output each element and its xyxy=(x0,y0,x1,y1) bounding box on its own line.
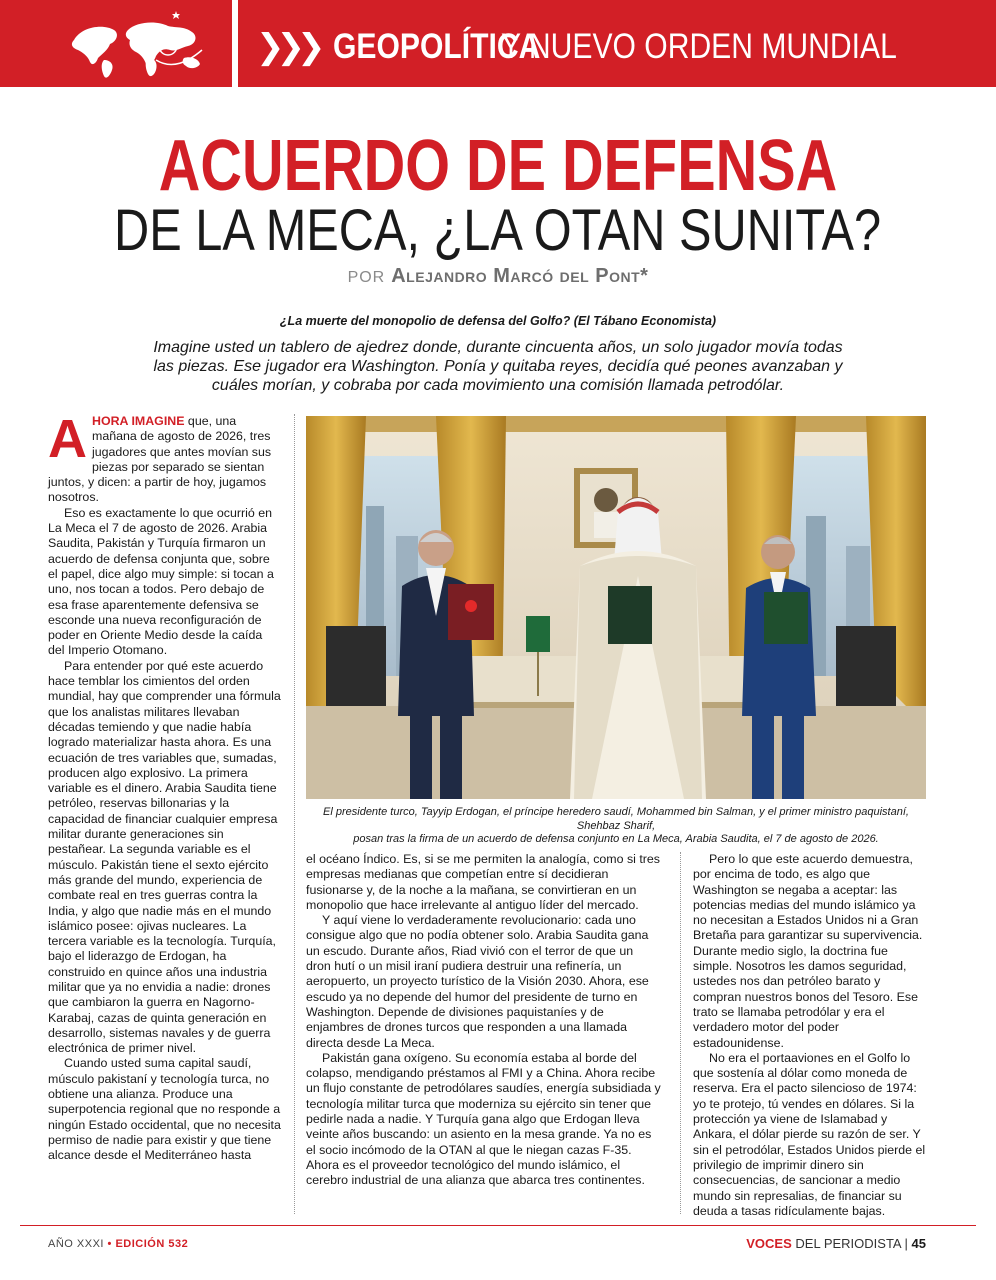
headline-line2: DE LA MECA, ¿LA OTAN SUNITA? xyxy=(114,198,882,263)
section-title-rest: Y NUEVO ORDEN MUNDIAL xyxy=(500,27,897,66)
author-name: Alejandro Marcó del Pont* xyxy=(391,265,649,287)
column-divider xyxy=(294,414,295,1214)
paragraph-2: Eso es exactamente lo que ocurrió en La Meca el 7 de agosto de 2026. Arabia Saudita, Pakistán y Turquía firmaron un acuerdo de defensa conjunta que, sobre el papel, dice algo muy simple: si tocan a uno, nos tocan a todos. Pero debajo de esa frase aparentemente defensiva se esconde una nueva reconfiguración de poder en Oriente Medio desde la caída del Imperio Otomano. xyxy=(48,505,274,658)
footer-edition-number: EDICIÓN 532 xyxy=(115,1238,189,1250)
signing-ceremony-photo xyxy=(306,416,926,799)
intro-paragraph: Imagine usted un tablero de ajedrez donde, durante cincuenta años, un solo jugador movía todas las piezas. Ese jugador era Washington. Ponía y quitaba reyes, decidía qué peones avanzaban y cuáles morían, y cobraba por cada movimiento una comisión llamada petrodólar. xyxy=(153,339,843,394)
paragraph-5: Y aquí viene lo verdaderamente revolucionario: cada uno consigue algo que no podía obtener solo. Arabia Saudita gana un escudo. Durante años, Riad vivió con el terror de que un dron hutí o un misil iraní pudiera destruir una refinería, un aeropuerto, un proyecto turístico de la Visión 2030. Ahora, ese escudo ya no depende del humor del presidente de turno en Washington. Depende de divisiones paquistaníes y de enjambres de drones turcos que responden a una llamada directa desde La Meca. xyxy=(306,913,649,1050)
photo-caption: El presidente turco, Tayyip Erdogan, el príncipe heredero saudí, Mohammed bin Salman, y el primer ministro paquistaní, Shehbaz Sharif, posan tras la firma de un acuerdo de defensa conjunto en La Meca, Arabia Saudita, el 7 de agosto de 2026. xyxy=(323,806,909,845)
footer-edition xyxy=(48,1238,188,1250)
world-map-logo xyxy=(52,0,228,87)
kicker: ¿La muerte del monopolio de defensa del Golfo? (El Tábano Economista) xyxy=(279,314,717,328)
article-column-2 xyxy=(306,852,661,1189)
brand-rest: DEL PERIODISTA xyxy=(795,1236,901,1251)
lead-words: HORA IMAGINE xyxy=(92,414,185,428)
drop-cap: A xyxy=(48,409,87,469)
world-map-icon xyxy=(52,0,228,87)
article-column-1 xyxy=(48,409,282,1164)
footer-rule xyxy=(20,1225,976,1226)
column-divider xyxy=(680,852,681,1214)
paragraph-8: No era el portaaviones en el Golfo lo que sostenía al dólar como moneda de reserva. Era el pacto silencioso de 1974: yo te protejo, tú vendes en dólares. Si la protección ya viene de Islamabad y Ankara, el dólar pierde su razón de ser. Y sin el petrodólar, Estados Unidos pierde el privilegio de imprimir dinero sin consecuencias, de sancionar a medio mundo sin represalias, de financiar su deuda a tasas ridículamente bajas. xyxy=(693,1050,926,1218)
paragraph-3: Para entender por qué este acuerdo hace temblar los cimientos del orden mundial, hay que comprender una fórmula que los analistas militares llevaban décadas temiendo y que nadie había logrado materializar hasta ahora. Es una ecuación de tres variables que, sumadas, producen algo explosivo. La primera variable es el dinero. Arabia Saudita tiene petróleo, reservas billonarias y la capacidad de financiar cualquier empresa militar durante generaciones sin pestañear. La segunda variable es el músculo. Pakistán tiene el sexto ejército más grande del mundo, experiencia de combate real en tres guerras contra la India, y algo que nadie más en el mundo islámico posee: ojivas nucleares. La tercera variable es la tecnología. Turquía, bajo el liderazgo de Erdogan, ha construido en quince años una industria militar que ya no envidia a nadie: drones que cambiaron la guerra en Nagorno-Karabaj, cazas de quinta generación en desarrollo, sistemas navales y de guerra electrónica de primer nivel. xyxy=(48,658,281,1056)
byline-prefix: POR xyxy=(347,269,386,286)
byline xyxy=(0,265,996,288)
page-number: 45 xyxy=(911,1236,926,1251)
header-divider xyxy=(232,0,238,87)
brand-bold: VOCES xyxy=(746,1236,792,1251)
footer-brand xyxy=(746,1236,926,1251)
paragraph-7: Pero lo que este acuerdo demuestra, por encima de todo, es algo que Washington se negaba a aceptar: las potencias medias del mundo islámico ya no necesitan a Estados Unidos ni a Gran Bretaña para garantizar su supervivencia. Durante medio siglo, la doctrina fue simple. Nosotros les damos seguridad, ustedes nos dan petróleo barato y compran nuestros bonos del Tesoro. Ese trato se llamaba petrodólar y era el verdadero motor del poder estadounidense. xyxy=(693,852,923,1050)
section-title-bold: GEOPOLÍTICA xyxy=(333,27,541,66)
section-header-bar xyxy=(0,0,996,87)
footer-year: AÑO XXXI xyxy=(48,1238,104,1250)
article-column-3 xyxy=(693,852,929,1219)
paragraph-4: Cuando usted suma capital saudí, músculo pakistaní y tecnología turca, no obtiene una alianza. Produce una superpotencia regional que no responde a ningún Estado occidental, que no necesita permiso de nadie para existir y que tiene alcance desde el Mediterráneo hasta xyxy=(48,1056,281,1163)
footer-bullet: • xyxy=(107,1238,112,1250)
section-title xyxy=(256,22,961,72)
paragraph-1: AHORA IMAGINE que, una mañana de agosto de 2026, tres jugadores que antes movían sus piezas por separado se sientan juntos, y dicen: a partir de hoy, jugamos nosotros. xyxy=(48,409,272,505)
paragraph-4-continued: el océano Índico. Es, si se me permiten la analogía, como si tres empresas medianas que competían entre sí decidieran fusionarse y, de la noche a la mañana, se convirtieran en un monopolio que hace irrelevante al antiguo líder del mercado. xyxy=(306,852,660,912)
headline-line1: ACUERDO DE DEFENSA xyxy=(158,126,838,206)
double-chevron-icon: ❯❯❯ xyxy=(256,27,318,67)
paragraph-6: Pakistán gana oxígeno. Su economía estaba al borde del colapso, mendigando préstamos al FMI y a China. Ahora recibe un flujo constante de petrodólares saudíes, energía subsidiada y tecnología militar turca que moderniza su ejército sin tener que pedirle nada a nadie. Y Turquía gana algo que Erdogan lleva veinte años buscando: un asiento en la mesa grande. Ya no es el socio incómodo de la OTAN al que le niegan cazas F-35. Ahora es el proveedor tecnológico del mundo islámico, el cerebro industrial de una alianza que abarca tres continentes. xyxy=(306,1050,661,1188)
footer-separator: | xyxy=(904,1236,908,1251)
